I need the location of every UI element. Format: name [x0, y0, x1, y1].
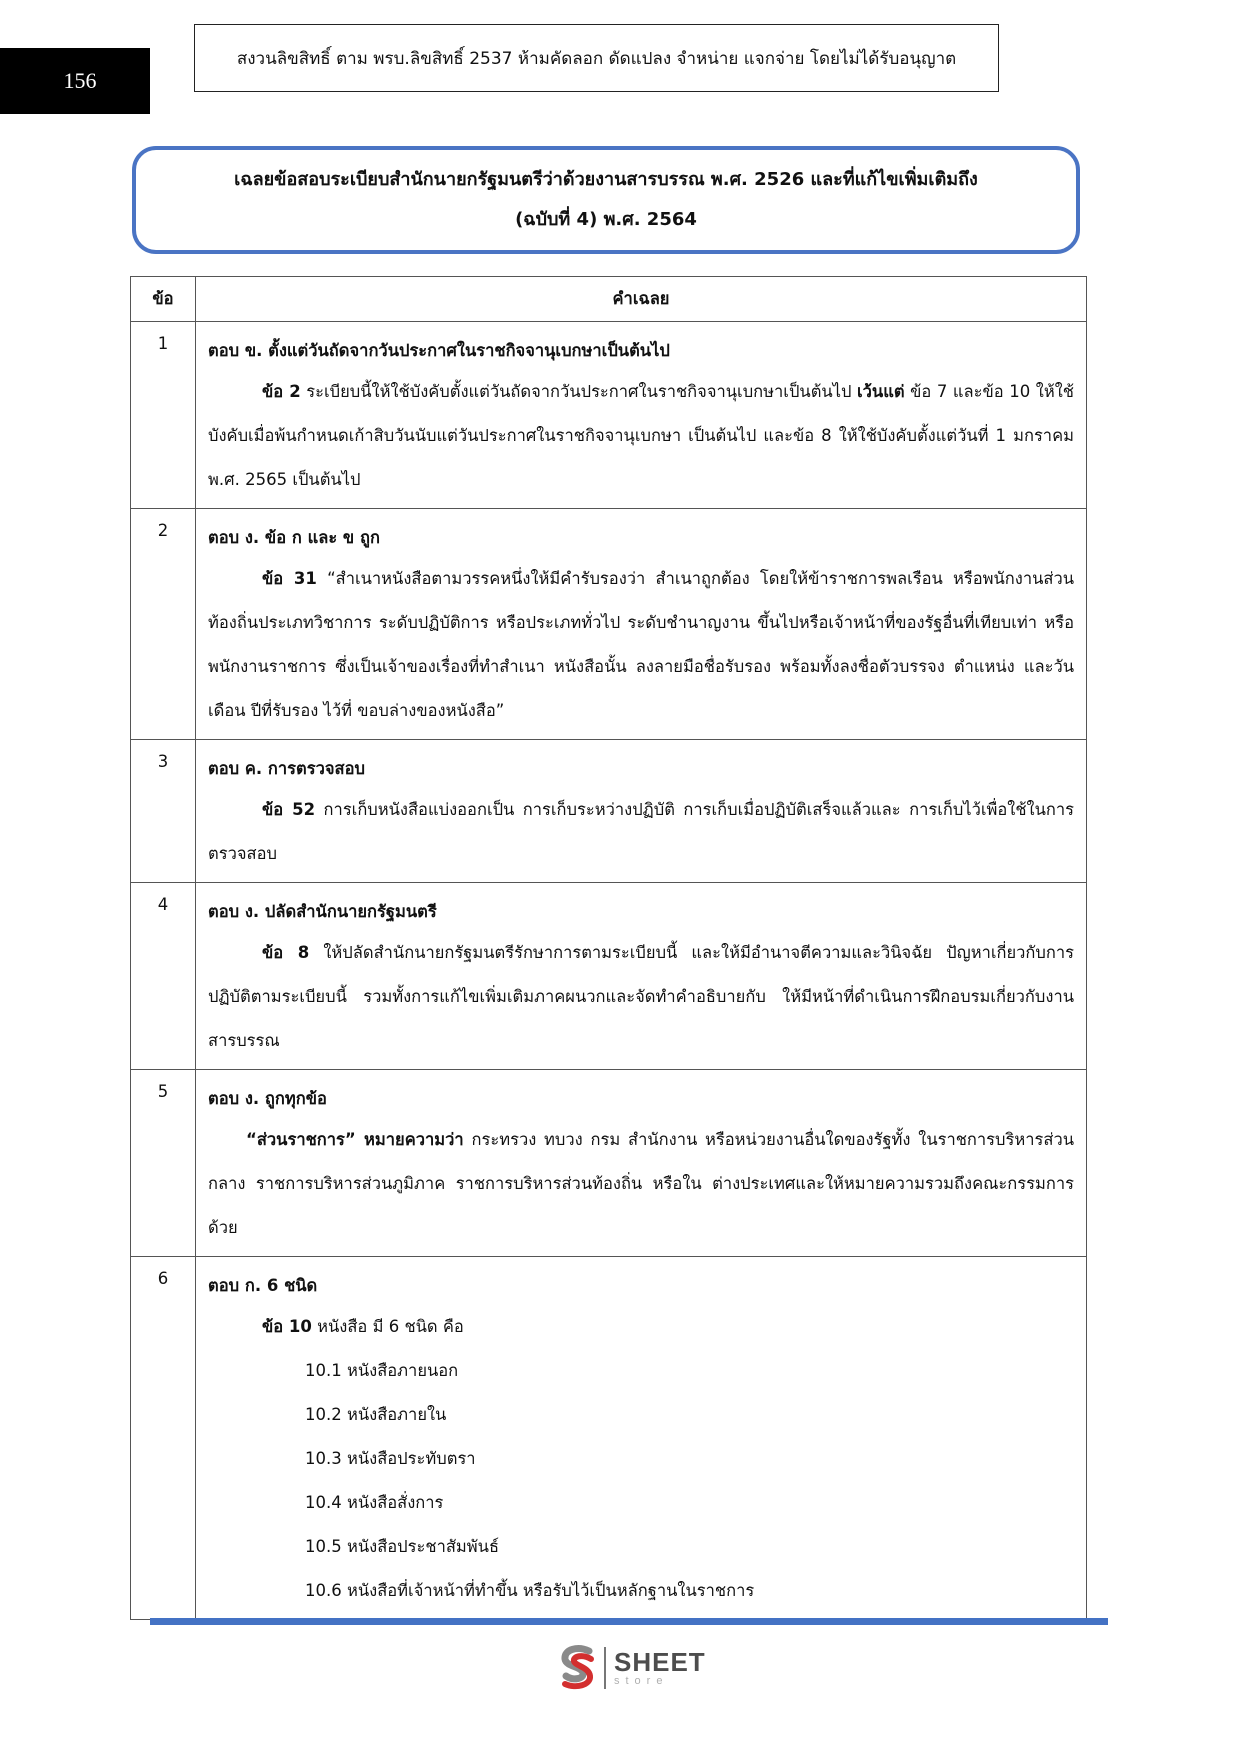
- list-item: 10.2 หนังสือภายใน: [305, 1405, 447, 1424]
- row-answer-cell: [196, 883, 1087, 1070]
- row-number: 4: [131, 883, 196, 1070]
- title-line-1: เฉลยข้อสอบระเบียบสำนักนายกรัฐมนตรีว่าด้วยงานสารบรรณ พ.ศ. 2526 และที่แก้ไขเพิ่มเติมถึง: [234, 169, 978, 190]
- logo-word: SHEET: [614, 1647, 706, 1677]
- title-box: [132, 146, 1080, 254]
- row-answer-cell: [196, 322, 1087, 509]
- row-answer-cell: [196, 1257, 1087, 1620]
- reference-clause: ข้อ 10: [262, 1317, 312, 1336]
- list-item: 10.6 หนังสือที่เจ้าหน้าที่ทำขึ้น หรือรับไว้เป็นหลักฐานในราชการ: [305, 1581, 755, 1600]
- reference-clause: ข้อ 52: [262, 800, 316, 819]
- row-number: 6: [131, 1257, 196, 1620]
- list-item: 10.4 หนังสือสั่งการ: [305, 1493, 444, 1512]
- logo-wordmark: [614, 1649, 706, 1687]
- answer-line: ตอบ ข. ตั้งแต่วันถัดจากวันประกาศในราชกิจจานุเบกษาเป็นต้นไป: [208, 341, 670, 360]
- answer-line: ตอบ ค. การตรวจสอบ: [208, 759, 365, 778]
- copyright-notice: [194, 24, 999, 92]
- table-row: [131, 1257, 1087, 1620]
- detail-text: ข้อ 7 และข้อ 10 ให้ใช้บังคับเมื่อพ้นกำหนดเก้าสิบวันนับแต่วันประกาศในราชกิจจานุเบกษา เป็นต้นไป และข้อ 8 ให้ใช้บังคับตั้งแต่วันที่ 1 มกราคม พ.ศ. 2565 เป็นต้นไป: [208, 382, 1074, 489]
- answer-line: ตอบ ง. ข้อ ก และ ข ถูก: [208, 528, 380, 547]
- answer-detail: [208, 788, 1074, 876]
- answer-detail: [208, 1118, 1074, 1250]
- table-row: [131, 509, 1087, 740]
- list-item: 10.3 หนังสือประทับตรา: [305, 1449, 476, 1468]
- table-row: [131, 883, 1087, 1070]
- column-header-answer: คำเฉลย: [196, 277, 1087, 322]
- sheet-store-logo: [558, 1644, 706, 1692]
- reference-definition: “ส่วนราชการ” หมายความว่า: [246, 1130, 464, 1149]
- reference-clause: ข้อ 8: [262, 943, 310, 962]
- footer-divider: [150, 1618, 1108, 1625]
- row-number: 3: [131, 740, 196, 883]
- answer-table: [130, 276, 1087, 1620]
- list-item: 10.5 หนังสือประชาสัมพันธ์: [305, 1537, 500, 1556]
- answer-detail: [208, 370, 1074, 502]
- row-answer-cell: [196, 740, 1087, 883]
- row-answer-cell: [196, 509, 1087, 740]
- logo-subword: store: [614, 1675, 669, 1687]
- detail-text: ระเบียบนี้ให้ใช้บังคับตั้งแต่วันถัดจากวันประกาศในราชกิจจานุเบกษาเป็นต้นไป: [300, 382, 858, 401]
- list-item: 10.1 หนังสือภายนอก: [305, 1361, 459, 1380]
- reference-clause: ข้อ 2: [262, 382, 301, 401]
- answer-detail: [208, 557, 1074, 733]
- reference-keyword: เว้นแต่: [857, 382, 905, 401]
- table-row: [131, 322, 1087, 509]
- detail-text: กระทรวง ทบวง กรม สำนักงาน หรือหน่วยงานอื่นใดของรัฐทั้ง ในราชการบริหารส่วนกลาง ราชการบริหารส่วนภูมิภาค ราชการบริหารส่วนท้องถิ่น หรือใน ต่างประเทศและให้หมายความรวมถึงคณะกรรมการด้วย: [208, 1130, 1075, 1237]
- title-line-2: (ฉบับที่ 4) พ.ศ. 2564: [515, 209, 697, 230]
- answer-detail: [208, 1305, 1074, 1349]
- detail-text: ให้ปลัดสำนักนายกรัฐมนตรีรักษาการตามระเบียบนี้ และให้มีอำนาจตีความและวินิจฉัย ปัญหาเกี่ยวกับการปฏิบัติตามระเบียบนี้ รวมทั้งการแก้ไขเพิ่มเติมภาคผนวกและจัดทำคำอธิบายกับ ให้มีหน้าที่ดำเนินการฝึกอบรมเกี่ยวกับงานสารบรรณ: [208, 943, 1074, 1050]
- table-row: [131, 740, 1087, 883]
- document-type-list: [208, 1349, 1074, 1613]
- copyright-text: สงวนลิขสิทธิ์ ตาม พรบ.ลิขสิทธิ์ 2537 ห้ามคัดลอก ดัดแปลง จำหน่าย แจกจ่าย โดยไม่ได้รับอนุญาต: [236, 48, 957, 69]
- column-header-no: ข้อ: [131, 277, 196, 322]
- row-number: 2: [131, 509, 196, 740]
- page-number: 156: [0, 48, 150, 114]
- answer-detail: [208, 931, 1074, 1063]
- answer-line: ตอบ ง. ปลัดสำนักนายกรัฐมนตรี: [208, 902, 437, 921]
- detail-text: การเก็บหนังสือแบ่งออกเป็น การเก็บระหว่างปฏิบัติ การเก็บเมื่อปฏิบัติเสร็จแล้วและ การเก็บไว้เพื่อใช้ในการตรวจสอบ: [208, 800, 1074, 863]
- row-number: 5: [131, 1070, 196, 1257]
- row-answer-cell: [196, 1070, 1087, 1257]
- detail-text: “สำเนาหนังสือตามวรรคหนึ่งให้มีคำรับรองว่า สำเนาถูกต้อง โดยให้ข้าราชการพลเรือน หรือพนักงานส่วนท้องถิ่นประเภทวิชาการ ระดับปฏิบัติการ หรือประเภททั่วไป ระดับชำนาญงาน ขึ้นไปหรือเจ้าหน้าที่ของรัฐอื่นที่เทียบเท่า หรือพนักงานราชการ ซึ่งเป็นเจ้าของเรื่องที่ทำสำเนา หนังสือนั้น ลงลายมือชื่อรับรอง พร้อมทั้งลงชื่อตัวบรรจง ตำแหน่ง และวัน เดือน ปีที่รับรอง ไว้ที่ ขอบล่างของหนังสือ”: [208, 569, 1074, 720]
- table-row: [131, 1070, 1087, 1257]
- sheet-store-s-icon: [558, 1645, 598, 1691]
- logo-separator: [604, 1647, 606, 1689]
- answer-line: ตอบ ง. ถูกทุกข้อ: [208, 1089, 327, 1108]
- reference-clause: ข้อ 31: [262, 569, 317, 588]
- row-number: 1: [131, 322, 196, 509]
- detail-text: หนังสือ มี 6 ชนิด คือ: [311, 1317, 464, 1336]
- table-header-row: [131, 277, 1087, 322]
- answer-line: ตอบ ก. 6 ชนิด: [208, 1276, 318, 1295]
